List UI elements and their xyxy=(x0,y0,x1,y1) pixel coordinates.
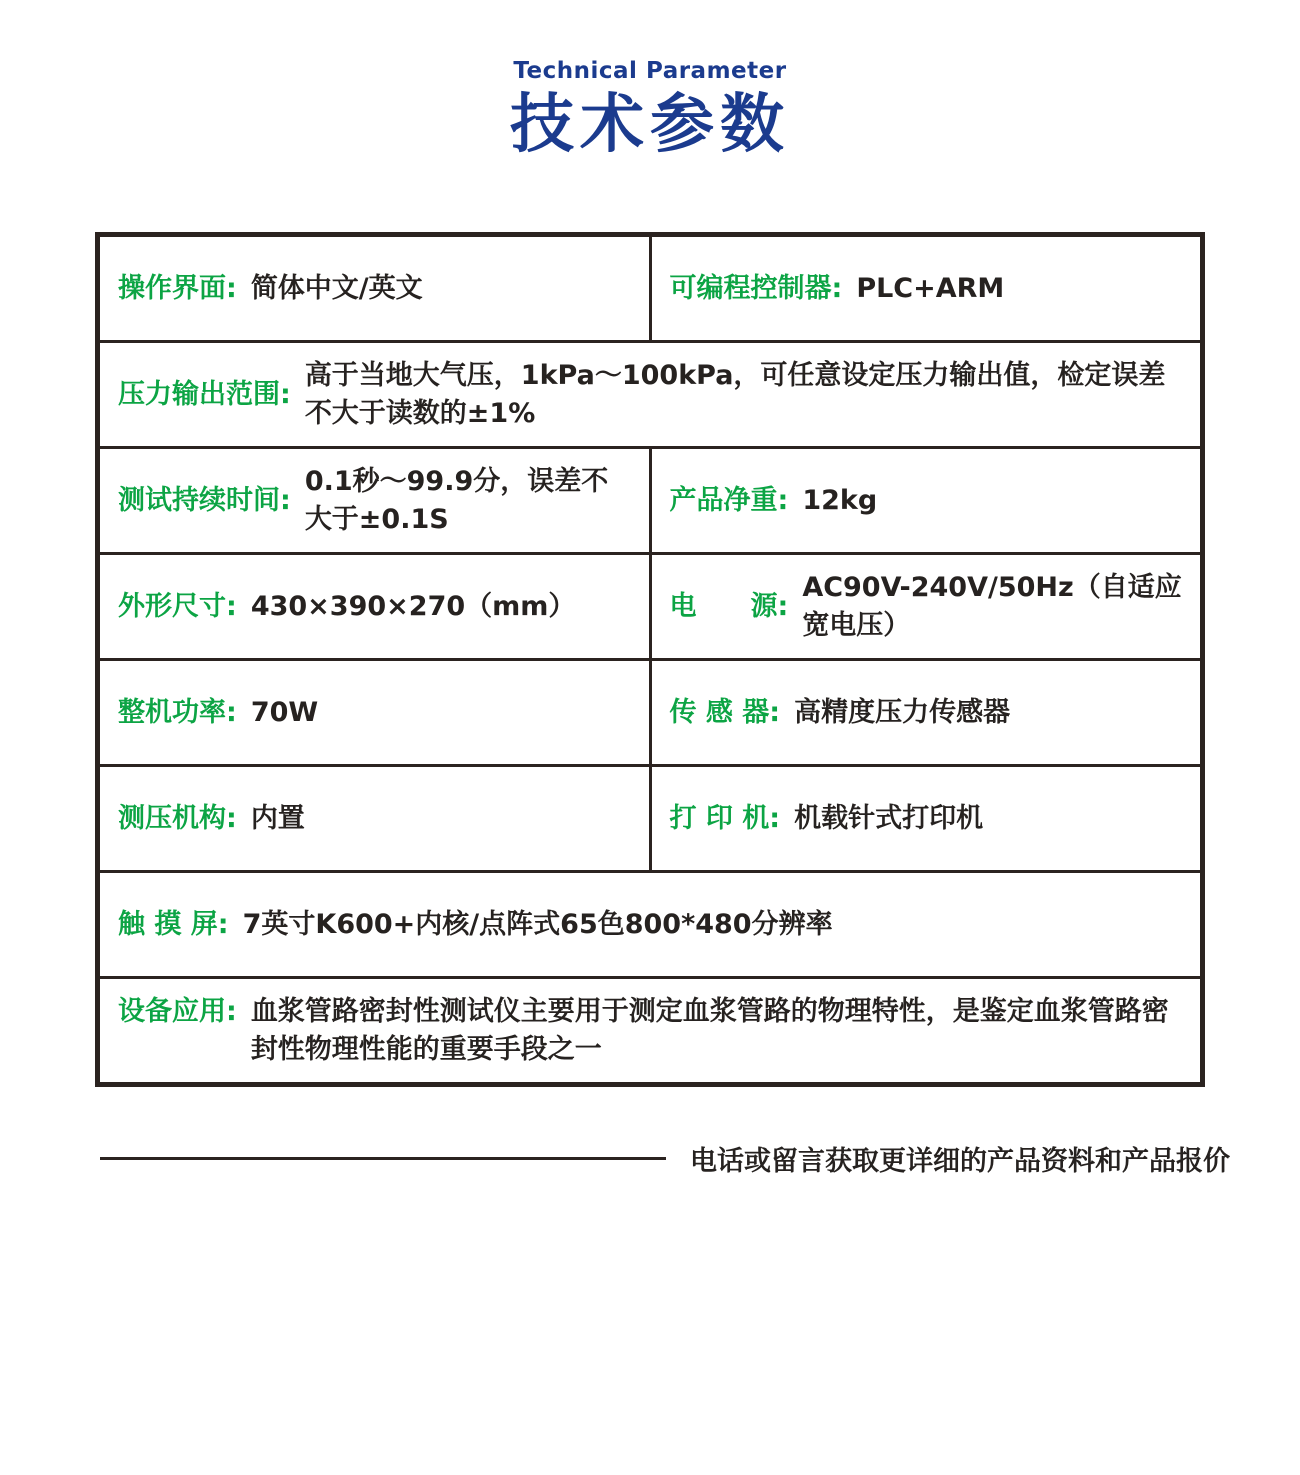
spec-label: 产品净重: xyxy=(669,484,789,516)
spec-cell-operation-interface xyxy=(100,237,649,340)
spec-label: 打 印 机: xyxy=(669,802,781,834)
spec-row-pressure-output-range xyxy=(100,340,1200,446)
spec-label: 设备应用: xyxy=(118,996,237,1028)
spec-value: 机载针式打印机 xyxy=(794,802,984,834)
spec-value: 血浆管路密封性测试仪主要用于测定血浆管路的物理特性，是鉴定血浆管路密封性物理性能的重要手段之一 xyxy=(250,996,1169,1066)
spec-value: 430×390×270（mm） xyxy=(250,590,576,622)
spec-cell-test-duration xyxy=(100,449,649,552)
footer xyxy=(100,1139,1230,1178)
spec-value: AC90V-240V/50Hz（自适应宽电压） xyxy=(802,571,1182,641)
spec-cell-dimensions xyxy=(100,555,649,658)
spec-value: 7英寸K600+内核/点阵式65色800*480分辨率 xyxy=(242,908,833,940)
header-subtitle: Technical Parameter xyxy=(513,58,787,84)
spec-cell-programmable-controller xyxy=(649,237,1201,340)
spec-cell-touch-screen xyxy=(100,873,1200,976)
spec-row-dimensions xyxy=(100,552,1200,658)
spec-value: 0.1秒～99.9分，误差不大于±0.1S xyxy=(304,465,609,535)
spec-value: 高于当地大气压，1kPa～100kPa，可任意设定压力输出值，检定误差不大于读数的±1% xyxy=(304,359,1166,429)
spec-label: 触 摸 屏: xyxy=(118,908,229,940)
spec-label: 电 源: xyxy=(669,590,789,622)
spec-cell-total-power xyxy=(100,661,649,764)
spec-cell-pressure-output-range xyxy=(100,343,1200,446)
spec-row-application xyxy=(100,976,1200,1082)
spec-label: 压力输出范围: xyxy=(118,378,291,410)
page-title: 技术参数 xyxy=(510,88,790,162)
spec-label: 操作界面: xyxy=(118,272,237,304)
spec-value: PLC+ARM xyxy=(856,272,1005,304)
spec-cell-printer xyxy=(649,767,1201,870)
spec-cell-pressure-mechanism xyxy=(100,767,649,870)
spec-label: 整机功率: xyxy=(118,696,237,728)
spec-row-touch-screen xyxy=(100,870,1200,976)
spec-value: 简体中文/英文 xyxy=(250,272,423,304)
page-header xyxy=(0,0,1300,160)
spec-row-total-power xyxy=(100,658,1200,764)
spec-cell-net-weight xyxy=(649,449,1201,552)
spec-value: 内置 xyxy=(250,802,305,834)
spec-label: 传 感 器: xyxy=(669,696,781,728)
spec-label: 测试持续时间: xyxy=(118,484,291,516)
spec-row-operation-interface xyxy=(100,237,1200,340)
spec-label: 测压机构: xyxy=(118,802,237,834)
spec-row-pressure-mechanism xyxy=(100,764,1200,870)
spec-cell-application xyxy=(100,979,1200,1082)
spec-value: 70W xyxy=(250,696,319,728)
spec-cell-sensor xyxy=(649,661,1201,764)
spec-row-test-duration xyxy=(100,446,1200,552)
spec-cell-power-supply xyxy=(649,555,1201,658)
footer-note: 电话或留言获取更详细的产品资料和产品报价 xyxy=(690,1146,1230,1178)
spec-label: 外形尺寸: xyxy=(118,590,237,622)
spec-value: 高精度压力传感器 xyxy=(794,696,1011,728)
footer-divider-line xyxy=(100,1157,666,1160)
spec-label: 可编程控制器: xyxy=(669,272,843,304)
spec-table xyxy=(95,232,1205,1087)
spec-value: 12kg xyxy=(802,484,878,516)
